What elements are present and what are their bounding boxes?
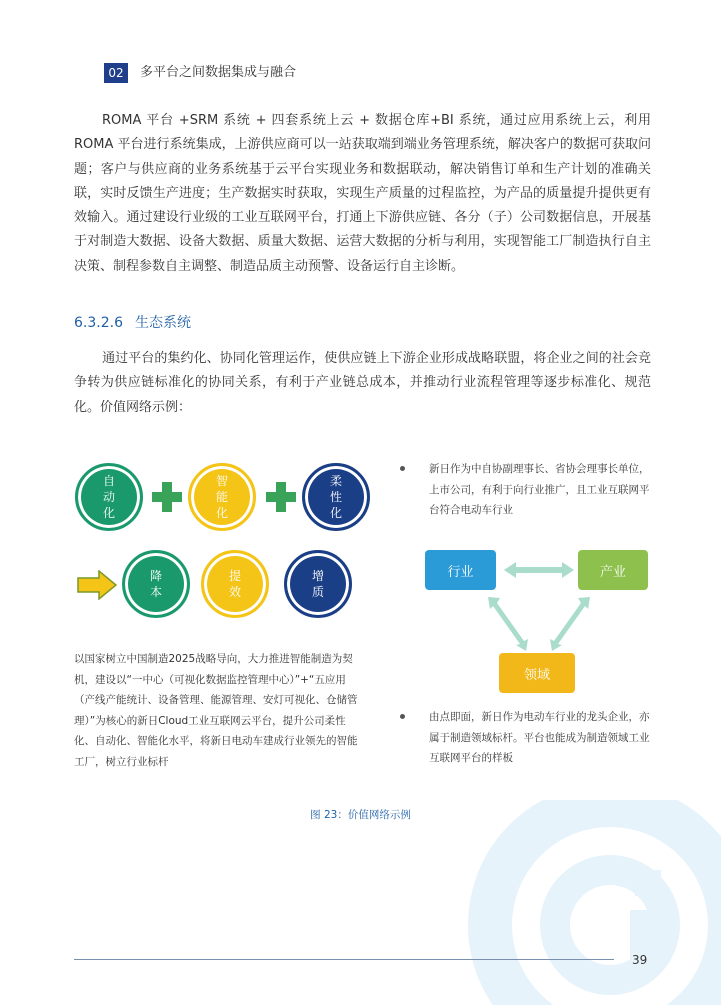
box-domain: 领域 <box>499 653 575 693</box>
box-industry: 行业 <box>425 550 496 590</box>
paragraph-1 <box>74 109 651 279</box>
circle-char: 本 <box>149 585 162 599</box>
bullet-icon <box>400 714 405 719</box>
bullet-icon <box>400 466 405 471</box>
circle-char: 自 <box>102 474 115 488</box>
footer-divider <box>74 959 614 960</box>
subsection-heading <box>74 313 191 333</box>
figure-caption: 图 23：价值网络示例 <box>310 809 411 821</box>
subsection-title: 生态系统 <box>134 315 191 331</box>
bullet-text-2: 由点即面，新日作为电动车行业的龙头企业，亦属于制造领域标杆。平台也能成为制造领域工业互联网平台的样板 <box>429 711 650 764</box>
circle-char: 化 <box>215 506 228 520</box>
circle-char: 能 <box>215 490 228 504</box>
page-number: 39 <box>632 953 648 967</box>
plus-icon <box>152 482 182 512</box>
circle-improve-efficiency <box>201 550 269 618</box>
paragraph-2 <box>74 347 651 420</box>
circle-char: 增 <box>311 569 324 583</box>
section-title: 多平台之间数据集成与融合 <box>140 65 297 80</box>
circle-intelligence <box>188 463 256 531</box>
circle-char: 动 <box>102 490 115 504</box>
box-sector: 产业 <box>578 550 648 590</box>
paragraph-2-text: 通过平台的集约化、协同化管理运作，使供应链上下游企业形成战略联盟，将企业之间的社会竞争转为供应链标准化的协同关系，有利于产业链总成本，并推动行业流程管理等逐步标准化、规范化。价值网络示例： <box>74 351 651 415</box>
circle-char: 化 <box>102 506 115 520</box>
circle-char: 智 <box>215 474 228 488</box>
circle-char: 性 <box>329 490 342 504</box>
plus-icon <box>266 482 296 512</box>
paragraph-1-text: ROMA 平台 +SRM 系统 + 四套系统上云 + 数据仓库+BI 系统，通过应用系统上云，利用 ROMA 平台进行系统集成，上游供应商可以一站获取端到端业务管理系统，解决客户的数据可获取问题；客户与供应商的业务系统基于云平台实现业务和数据联动，解决销售订单和生产计划的准确关联，实时反馈生产进度；生产数据实时获取，实现生产质量的过程监控，为产品的质量提升提供更有效输入。通过建设行业级的工业互联网平台，打通上下游供应链、各分（子）公司数据信息，开展基于对制造大数据、设备大数据、质量大数据、运营大数据的分析与利用，实现智能工厂制造执行自主决策、制程参数自主调整、制造品质主动预警、设备运行自主诊断。 <box>74 113 651 274</box>
circle-automation <box>75 463 143 531</box>
watermark-logo-icon <box>440 800 721 1005</box>
circle-char: 效 <box>228 585 241 599</box>
subsection-number: 6.3.2.6 <box>74 315 123 331</box>
arrow-right-icon <box>77 570 117 600</box>
circle-char: 提 <box>228 569 241 583</box>
circle-reduce-cost <box>122 550 190 618</box>
circle-char: 柔 <box>329 474 342 488</box>
connector-arrows-icon <box>420 545 660 705</box>
bullet-text-1: 新日作为中自协副理事长、省协会理事长单位，上市公司，有利于向行业推广，且工业互联网平台符合电动车行业 <box>429 463 650 516</box>
circle-flexibility <box>302 463 370 531</box>
circle-char: 降 <box>149 569 162 583</box>
circle-char: 质 <box>311 585 324 599</box>
section-number-badge: 02 <box>104 63 128 83</box>
figure-left-text: 以国家树立中国制造2025战略导向，大力推进智能制造为契机，建设以“一中心（可视化数据监控管理中心）”+“五应用（产线产能统计、设备管理、能源管理、安灯可视化、仓储管理）”为核心的新日Cloud工业互联网云平台，提升公司柔性化、自动化、智能化水平，将新日电动车建成行业领先的智能工厂，树立行业标杆 <box>74 653 358 768</box>
circle-increase-quality <box>284 550 352 618</box>
circle-char: 化 <box>329 506 342 520</box>
